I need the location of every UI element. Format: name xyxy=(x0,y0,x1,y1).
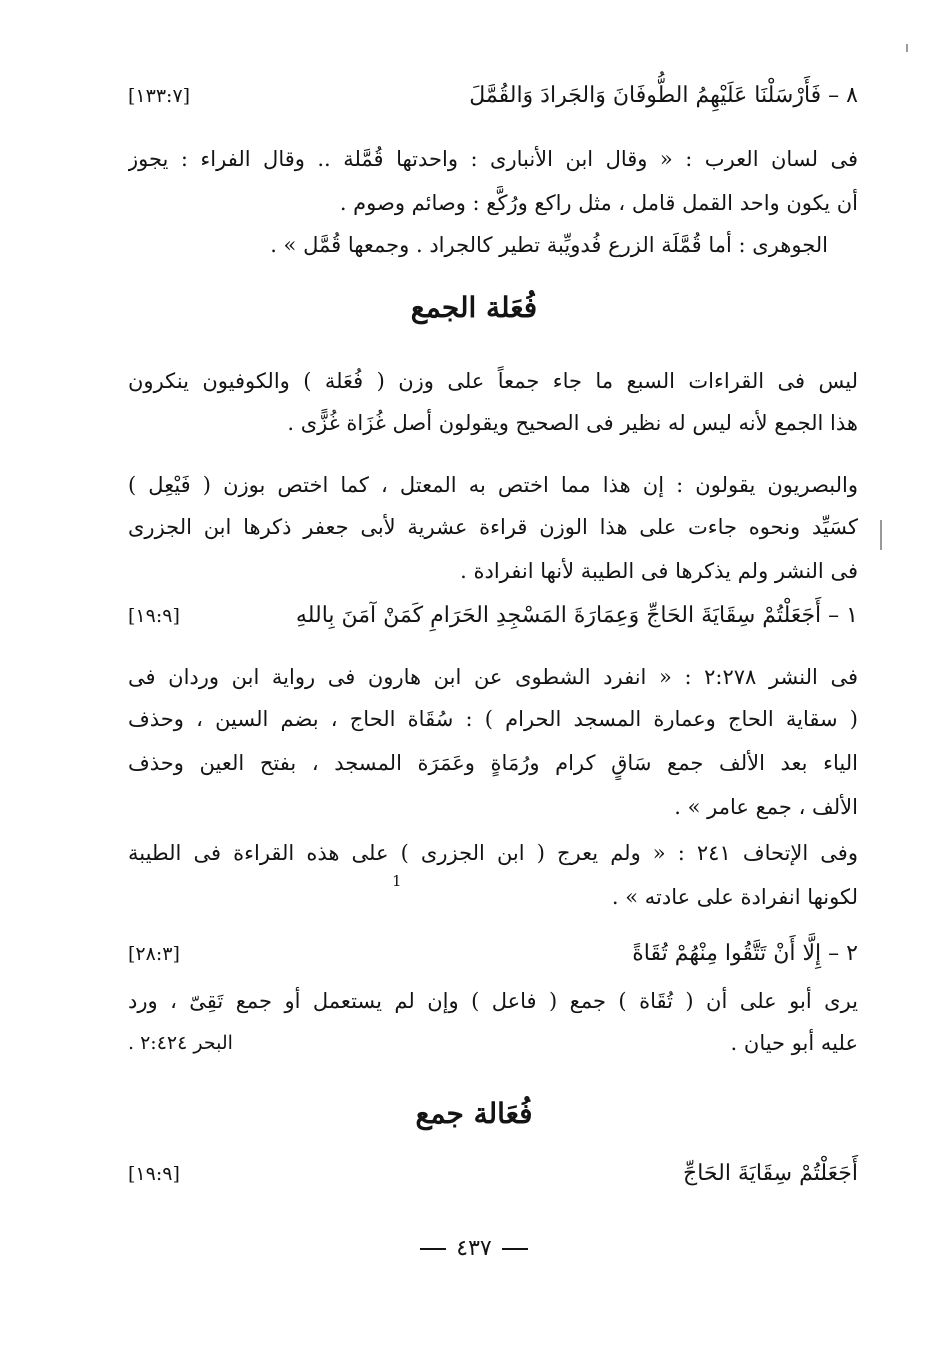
verse-line xyxy=(128,936,858,972)
scan-mark xyxy=(880,520,882,550)
verse-reference: [١٩:٩] xyxy=(128,605,180,627)
verse-line xyxy=(128,598,858,634)
paragraph-line: فى النشر ٢:٢٧٨ : « انفرد الشطوى عن ابن هارون فى رواية ابن وردان فى xyxy=(128,665,858,689)
paragraph-line: لكونها انفرادة على عادته » . xyxy=(611,885,858,909)
paragraph-line: هذا الجمع لأنه ليس له نظير فى الصحيح ويقولون أصل غُزَاة غُزًّى . xyxy=(287,411,858,435)
verse-reference: [١٩:٩] xyxy=(128,1163,180,1185)
paragraph-line: ( سقاية الحاج وعمارة المسجد الحرام ) : سُقَاة الحاج ، بضم السين ، وحذف xyxy=(128,707,858,731)
paragraph-line: ليس فى القراءات السبع ما جاء جمعاً على وزن ( فُعَلة ) والكوفيون ينكرون xyxy=(128,369,858,393)
paragraph-line: كسَيِّد ونحوه جاءت على هذا الوزن قراءة عشرية لأبى جعفر ذكرها ابن الجزرى xyxy=(128,515,858,539)
page-number-dash xyxy=(502,1248,528,1250)
paragraph-line: فى لسان العرب : « وقال ابن الأنبارى : واحدتها قُمَّلة .. وقال الفراء : يجوز xyxy=(128,147,858,171)
paragraph-line: يرى أبو على أن ( تُقَاة ) جمع ( فاعل ) وإن لم يستعمل أو جمع تَقِىّ ، ورد xyxy=(128,989,858,1013)
verse-text: ١ – أَجَعَلْتُمْ سِقَايَةَ الحَاجِّ وَعِمَارَةَ المَسْجِدِ الحَرَامِ كَمَنْ آمَنَ بِاللهِ xyxy=(295,603,858,628)
section-heading: فُعَلة الجمع xyxy=(410,291,538,324)
verse-text: ٢ – إِلَّا أَنْ تَتَّقُوا مِنْهُمْ تُقَاةً xyxy=(632,941,858,966)
page-number-text: ٤٣٧ xyxy=(456,1236,492,1261)
verse-text: أَجَعَلْتُمْ سِقَايَةَ الحَاجِّ xyxy=(683,1161,858,1186)
paragraph-line xyxy=(128,1026,858,1060)
paragraph-text: عليه أبو حيان . xyxy=(730,1031,858,1055)
paragraph-line: أن يكون واحد القمل قامل ، مثل راكع ورُكَّع : وصائم وصوم . xyxy=(339,191,858,215)
source-citation: البحر ٢:٤٢٤ . xyxy=(128,1032,233,1054)
footnote-mark: 1 xyxy=(392,872,402,890)
verse-line xyxy=(128,78,858,114)
paragraph-line: الياء بعد الألف جمع سَاقٍ كرام ورُمَاةٍ وعَمَرَة المسجد ، بفتح العين وحذف xyxy=(128,751,858,775)
verse-text: ٨ – فَأَرْسَلْنَا عَلَيْهِمُ الطُّوفَانَ وَالجَرادَ وَالقُمَّلَ xyxy=(469,83,858,108)
paragraph-line: وفى الإتحاف ٢٤١ : « ولم يعرج ( ابن الجزرى ) على هذه القراءة فى الطيبة xyxy=(128,841,858,865)
verse-line xyxy=(128,1156,858,1192)
scan-mark xyxy=(906,44,908,52)
page-number-dash xyxy=(420,1248,446,1250)
paragraph-line: والبصريون يقولون : إن هذا مما اختص به المعتل ، كما اختص بوزن ( فَيْعِل ) xyxy=(128,473,858,497)
paragraph-line: الجوهرى : أما قُمَّلَة الزرع فُدويِّبة تطير كالجراد . وجمعها قُمَّل » . xyxy=(270,233,828,257)
verse-reference: [١٣٣:٧] xyxy=(128,85,191,107)
section-heading: فُعَالة جمع xyxy=(415,1097,533,1130)
paragraph-line: فى النشر ولم يذكرها فى الطيبة لأنها انفرادة . xyxy=(460,559,858,583)
page-number xyxy=(0,1234,948,1264)
verse-reference: [٢٨:٣] xyxy=(128,943,180,965)
paragraph-line: الألف ، جمع عامر » . xyxy=(674,795,858,819)
